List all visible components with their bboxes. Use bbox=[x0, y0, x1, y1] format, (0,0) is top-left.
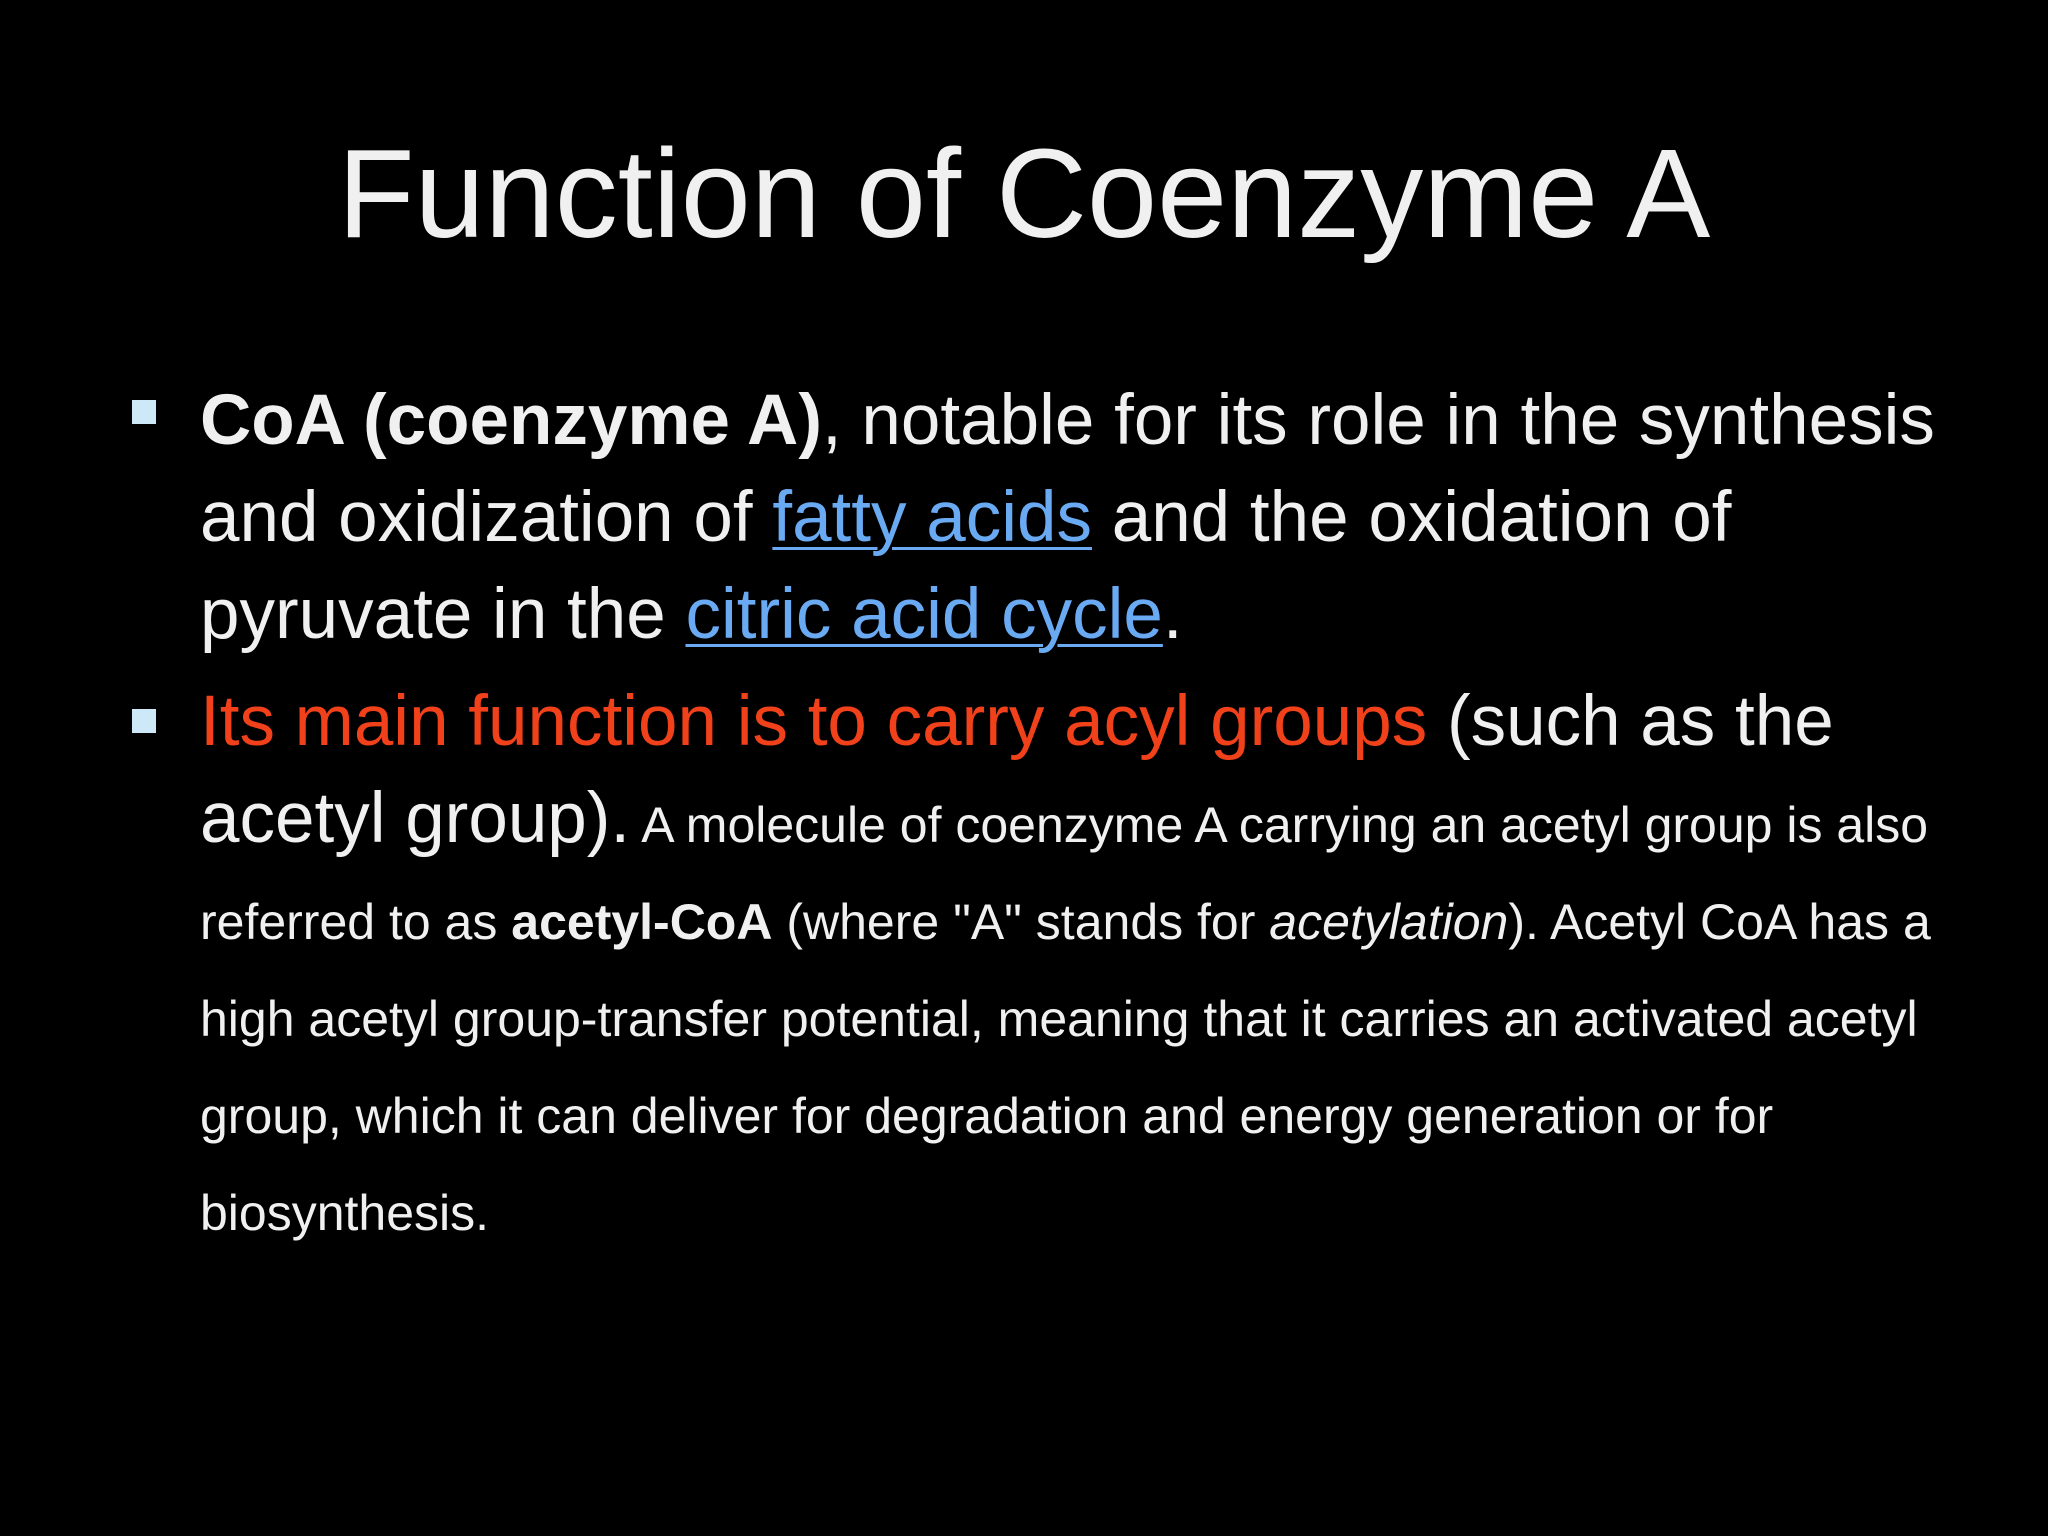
square-bullet-icon bbox=[132, 400, 156, 424]
bullet-detail-text: (where "A" stands for bbox=[772, 894, 1270, 950]
main-function-highlight: Its main function is to carry acyl groups bbox=[200, 682, 1428, 761]
bullet-detail-text: A molecule of coenzyme A carrying an acetyl group is also referred to as bbox=[200, 797, 1929, 950]
square-bullet-icon bbox=[132, 709, 156, 733]
bullet-item-main-function bbox=[200, 673, 1950, 1255]
bullet-list bbox=[200, 372, 1950, 1255]
acetylation-term: acetylation bbox=[1269, 894, 1509, 950]
bullet-text: and the oxidation of pyruvate in the bbox=[200, 478, 1732, 654]
bullet-detail-text: ). Acetyl CoA has a high acetyl group-transfer potential, meaning that it carries an activated acetyl group, which it can deliver for degradation and energy generation or for biosynthesis. bbox=[200, 894, 1931, 1241]
citric-acid-cycle-link[interactable]: citric acid cycle bbox=[685, 575, 1163, 654]
coa-term: CoA (coenzyme A) bbox=[200, 381, 822, 460]
acetyl-coa-term: acetyl-CoA bbox=[511, 894, 773, 950]
bullet-item-coa-role bbox=[200, 372, 1950, 663]
bullet-text: (such as the acetyl group). bbox=[200, 682, 1834, 858]
bullet-text: . bbox=[1162, 575, 1183, 654]
slide-title: Function of Coenzyme A bbox=[337, 123, 1711, 264]
bullet-text: , notable for its role in the synthesis and oxidization of bbox=[200, 381, 1935, 557]
fatty-acids-link[interactable]: fatty acids bbox=[772, 478, 1092, 557]
